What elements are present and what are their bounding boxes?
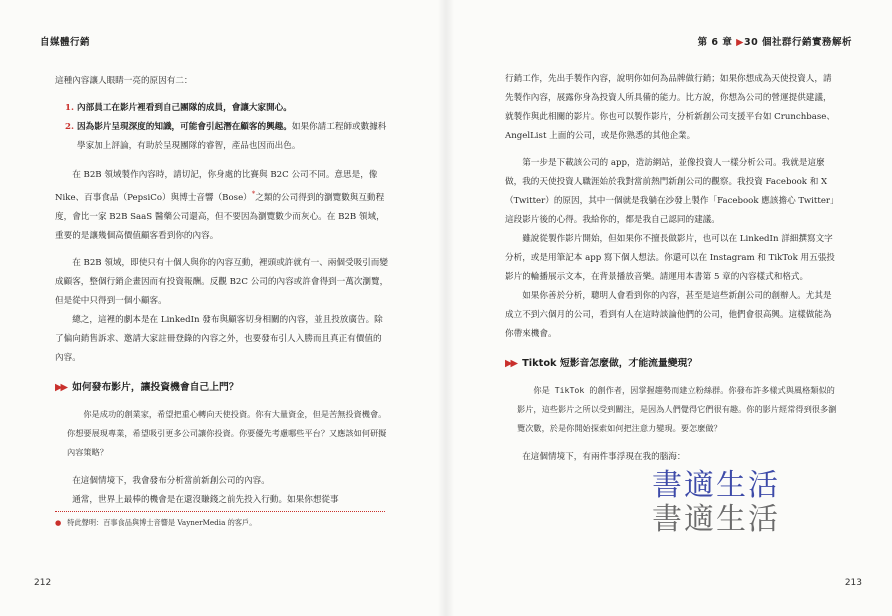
footnote-marker: * [251, 190, 256, 198]
right-paragraph-5: 在這個情境下，有兩件事浮現在我的腦海： [522, 452, 686, 462]
reason-2-rest: 如果你請工程師或數據科學家加上評論，有助於呈現團隊的睿智，產品也因而出色。 [77, 122, 387, 151]
p1-text: 在 B2B 領域製作內容時，請切記，你身處的比賽與 B2C 公司不同。意思是，像 Nike、百事食品（PepsiCo）與博士音響（Bose） [55, 170, 378, 203]
left-paragraph-2: 在 B2B 領域，即使只有十個人與你的內容互動，裡頭或許就有一、兩個受吸引而變成顧客，整個行銷企畫因而有投資報酬。反觀 B2C 公司的內容或許會得到一萬次瀏覽，但是從中只得到一個小顧客。 [55, 257, 389, 306]
footnote-divider [55, 511, 385, 512]
right-paragraph-3: 雖說從製作影片開始，但如果你不擅長做影片，也可以在 LinkedIn 詳細撰寫文字分析，或是用筆記本 app 寫下個人想法。你還可以在 Instagram 和 TikTok 用五張投影片的輪播展示文本，在背景播放音樂。請運用本書第 5 章的內容樣式和格式。 [505, 234, 835, 282]
left-scenario-quote: 你是成功的創業家，希望把重心轉向天使投資。你有大量資金，但是苦無投資機會。你想要展現專業，希望吸引更多公司讓你投資。你要優先考慮哪些平台？又應該如何研擬內容策略？ [67, 408, 387, 457]
right-section-heading [505, 354, 840, 373]
left-body [55, 72, 390, 510]
reasons-list [55, 99, 390, 156]
right-heading-text: Tiktok 短影音怎麼做，才能流量變現？ [522, 358, 698, 369]
left-page-number: 212 [34, 578, 52, 588]
left-paragraph-5: 通常，世界上最棒的機會是在還沒賺錢之前先投入行動。如果你想從事 [72, 494, 339, 505]
double-arrow-icon: ▶▶ [505, 358, 517, 369]
p1b-text: 之類的公司得到的瀏覽數與互動程度，會比一家 B2B SaaS 醫藥公司還高，但不要因為瀏覽數少而灰心。在 B2B 領域，重要的是讓幾個高價值顧客看到你的內容。 [55, 192, 385, 241]
footnote [55, 518, 256, 528]
chapter-arrow-icon: ▶ [736, 37, 744, 48]
left-paragraph-4: 在這個情境下，我會發布分析當前新創公司的內容。 [72, 475, 270, 486]
left-section-heading [55, 378, 390, 397]
right-body [505, 70, 840, 467]
watermark-gray: 書適生活 [652, 502, 780, 537]
chapter-label: 第 6 章 [697, 37, 733, 48]
reason-item-2 [77, 118, 390, 156]
footnote-text: 特此聲明：百事食品與博士音響是 VaynerMedia 的客戶。 [67, 518, 257, 527]
reason-item-1 [77, 99, 390, 118]
left-paragraph-1 [55, 166, 390, 246]
intro-paragraph: 這種內容讓人眼睛一亮的原因有二： [55, 76, 193, 86]
footnote-bullet-icon: ● [55, 518, 62, 527]
left-running-header: 自媒體行銷 [40, 37, 91, 48]
left-paragraph-3: 總之，這裡的劇本是在 LinkedIn 發布與顧客切身相關的內容，並且投放廣告。除了偏向銷售訴求、邀請大家註冊登錄的內容之外，也要發布引人入勝而且真正有價值的內容。 [55, 314, 383, 363]
chapter-title: 30 個社群行銷實務解析 [743, 37, 852, 48]
reason-2-bold: 因為影片呈現深度的知識，可能會引起潛在顧客的興趣。 [77, 122, 292, 132]
right-paragraph-1: 行銷工作，先出手製作內容，說明你如何為品牌做行銷；如果你想成為天使投資人，請先製作內容，展露你身為投資人所具備的能力。比方說，你想為公司的營運提供建議，就製作與此相關的影片。你也可以製作影片，分析新創公司支援平台如 Crunchbase、AngelList 上面的公司，或是你熟悉的其他企業。 [505, 74, 835, 141]
watermark-blue: 書適生活 [652, 468, 780, 503]
double-arrow-icon: ▶▶ [55, 381, 67, 393]
right-paragraph-4: 如果你善於分析，聰明人會看到你的內容，甚至是這些新創公司的創辦人。尤其是成立不到六個月的公司，看到有人在這時談論他們的公司，他們會很高興。這樣做能為你帶來機會。 [505, 291, 832, 339]
reason-1-bold: 內部員工在影片裡看到自己團隊的成員，會讓大家開心。 [77, 103, 292, 113]
right-page-number: 213 [844, 578, 862, 588]
left-heading-text: 如何發布影片，讓投資機會自己上門？ [72, 381, 239, 393]
right-scenario-quote: 你是 TikTok 的創作者，因掌握趨勢而建立粉絲群。你發布許多樣式與風格類似的影片，這些影片之所以受到關注，是因為人們覺得它們很有趣。你的影片經常得到很多瀏覽次數，於是你開始探索如何把注意力變現。要怎麼做？ [517, 385, 837, 433]
right-running-header [698, 34, 852, 48]
right-paragraph-2: 第一步是下載該公司的 app，造訪網站，並像投資人一樣分析公司。我就是這麼做，我的天使投資人職涯始於我對當前熱門新創公司的觀察。我投資 Facebook 和 X（Twitter）的原因，其中一個就是我躺在沙發上製作「Facebook 應該擔心 Twitter」這段影片後的心得。我給你的，都是我自己認同的建議。 [505, 158, 839, 225]
